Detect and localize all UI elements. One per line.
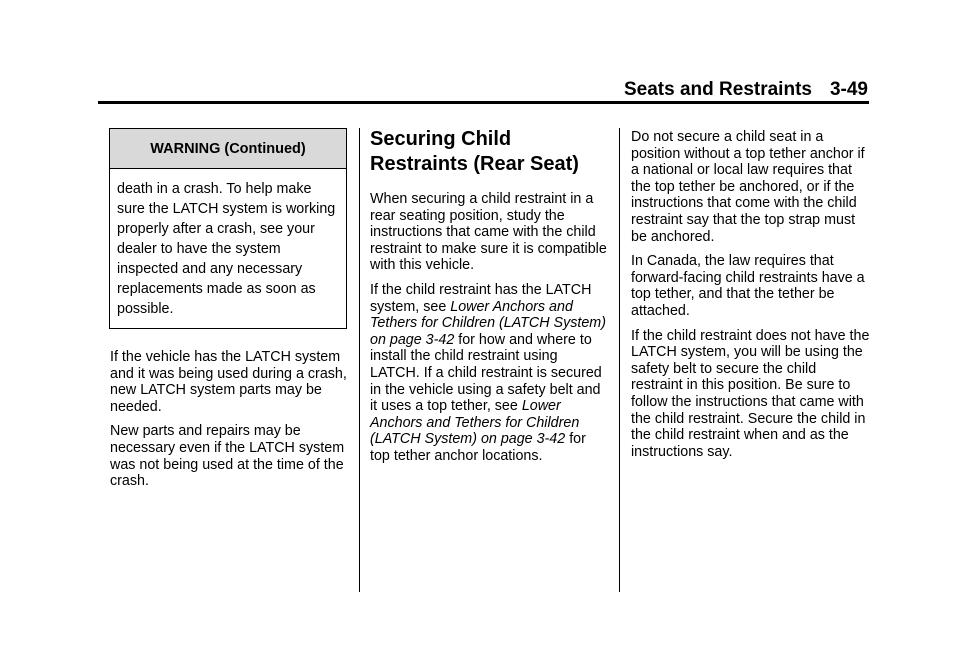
section-title: Seats and Restraints (624, 79, 812, 100)
paragraph: Do not secure a child seat in a position without a top tether anchor if a national or local law requires that the top tether be anchored, or if the instructions that come with the child restraint say that the top strap must be anchored. (631, 129, 865, 245)
text-run: for top tether anchor locations. (370, 431, 586, 464)
column-3 (631, 129, 871, 468)
header-rule (98, 101, 869, 104)
column-divider-2 (619, 128, 620, 592)
paragraph (370, 282, 608, 465)
page-header (98, 80, 868, 100)
page-number: 3-49 (829, 79, 868, 100)
text-run: If the child restraint has the LATCH system, see (370, 281, 592, 315)
column-divider-1 (359, 128, 360, 592)
paragraph: When securing a child restraint in a rear seating position, study the instructions that came with the child restraint to make sure it is compatible with this vehicle. (370, 191, 607, 274)
cross-reference-link[interactable]: Lower Anchors and Tethers for Children (LATCH System) on page 3-42 (370, 398, 580, 448)
paragraph: New parts and repairs may be necessary even if the LATCH system was not being used at the time of the crash. (110, 423, 345, 490)
section-heading: Securing Child Restraints (Rear Seat) (370, 128, 579, 175)
cross-reference-link[interactable]: Lower Anchors and Tethers for Children (LATCH System) on page 3-42 (370, 298, 606, 348)
page-header-title (624, 80, 868, 100)
paragraph: In Canada, the law requires that forward-facing child restraints have a top tether, and that the tether be attached. (631, 253, 865, 319)
column-1 (110, 128, 350, 498)
column-2 (370, 127, 608, 473)
paragraph: If the child restraint does not have the LATCH system, you will be using the safety belt to secure the child restraint in this position. Be sure to follow the instructions that came with the child restraint. Secure the child in the child restraint when and as the instructions say. (631, 327, 870, 460)
paragraph: If the vehicle has the LATCH system and it was being used during a crash, new LATCH system parts may be needed. (110, 349, 347, 415)
warning-title: WARNING (Continued) (110, 129, 346, 169)
warning-box (109, 128, 347, 329)
text-run: for how and where to install the child restraint using LATCH. If a child restraint is secured in the vehicle using a safety belt and it uses a top tether, see (370, 331, 602, 415)
warning-body: death in a crash. To help make sure the LATCH system is working properly after a crash, see your dealer to have the system inspected and any necessary replacements made as soon as possible. (117, 181, 336, 317)
